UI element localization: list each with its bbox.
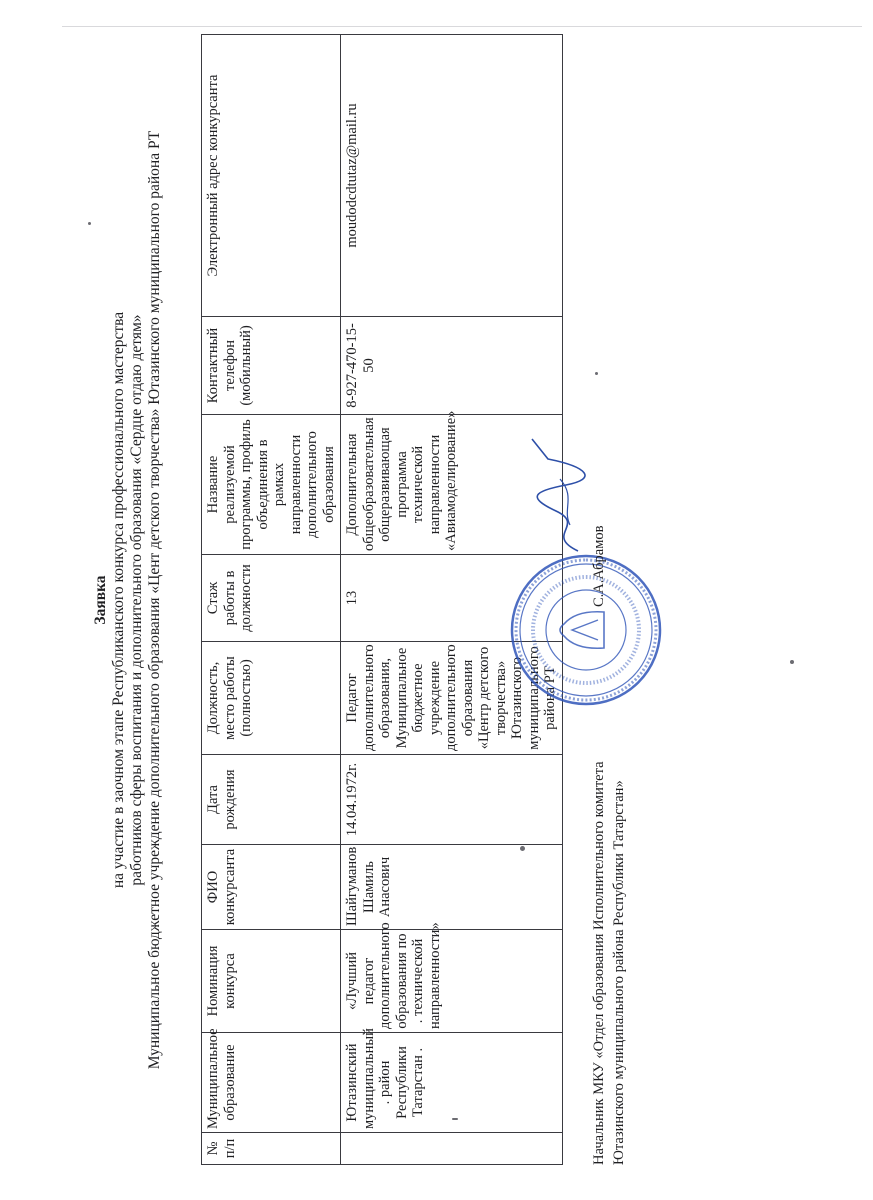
scan-speck: [520, 846, 525, 851]
col-header-email: Электронный адрес конкурсанта: [202, 35, 341, 317]
official-stamp: [506, 550, 666, 710]
col-header-experience: Стаж работы в должности: [202, 555, 341, 642]
scan-speck: [790, 660, 794, 664]
document-title: Заявка: [92, 575, 109, 625]
col-header-name: ФИО конкурсанта: [202, 845, 341, 930]
scan-speck: [595, 372, 598, 375]
col-header-birthdate: Дата рождения: [202, 755, 341, 845]
cell-nomination: «Лучший педагог дополнительного образования по . технической направленности»: [341, 930, 563, 1033]
col-header-number: № п/п: [202, 1133, 341, 1165]
cell-position: Педагог дополнительного образования, Муниципальное бюджетное учреждение дополнительного образования «Центр детского творчества» Ютазинского муниципального района РТ: [341, 642, 563, 755]
col-header-phone: Контактный телефон (мобильный): [202, 317, 341, 415]
cell-phone: 8-927-470-15-50: [341, 317, 563, 415]
header-line-2: работников сферы воспитания и дополнительного образования «Сердце отдаю детям»: [128, 314, 145, 886]
col-header-program: Название реализуемой программы, профиль объединения в рамках направленности дополнительного образования: [202, 415, 341, 555]
cell-birthdate: 14.04.1972г.: [341, 755, 563, 845]
cell-name: Шайгуманов Шамиль Анасович: [341, 845, 563, 930]
signatory-name: С.А.Абрамов: [591, 525, 607, 607]
cell-number: [341, 1133, 563, 1165]
header-line-3: Муниципальное бюджетное учреждение дополнительного образования «Цент детского творчества» Ютазинского муниципального района РТ: [146, 130, 163, 1070]
cell-municipality: Ютазинский муниципальный . район Республики Татарстан .: [341, 1033, 563, 1133]
document-header: [92, 35, 164, 1165]
col-header-municipality: Муниципальное образование: [202, 1033, 341, 1133]
signatory-position-line-1: Начальник МКУ «Отдел образования Исполнительного комитета: [591, 761, 607, 1165]
scan-speck: [452, 1118, 458, 1120]
col-header-position: Должность, место работы (полностью): [202, 642, 341, 755]
cell-experience: 13: [341, 555, 563, 642]
scan-edge-line: [62, 26, 862, 27]
rotated-document-page: [86, 35, 866, 1165]
signatory-position-line-2: Ютазинского муниципального района Республики Татарстан»: [611, 780, 627, 1165]
cell-email: moudodcdtutaz@mail.ru: [341, 35, 563, 317]
scan-speck: [88, 222, 91, 225]
table-header-row: [202, 35, 341, 1165]
cell-program: Дополнительная общеобразовательная общеразвивающая программа технической направленности «Авиамоделирование»: [341, 415, 563, 555]
handwritten-signature: [526, 435, 596, 555]
header-line-1: на участие в заочном этапе Республиканского конкурса профессионального мастерства: [110, 311, 127, 889]
col-header-nomination: Номинация конкурса: [202, 930, 341, 1033]
